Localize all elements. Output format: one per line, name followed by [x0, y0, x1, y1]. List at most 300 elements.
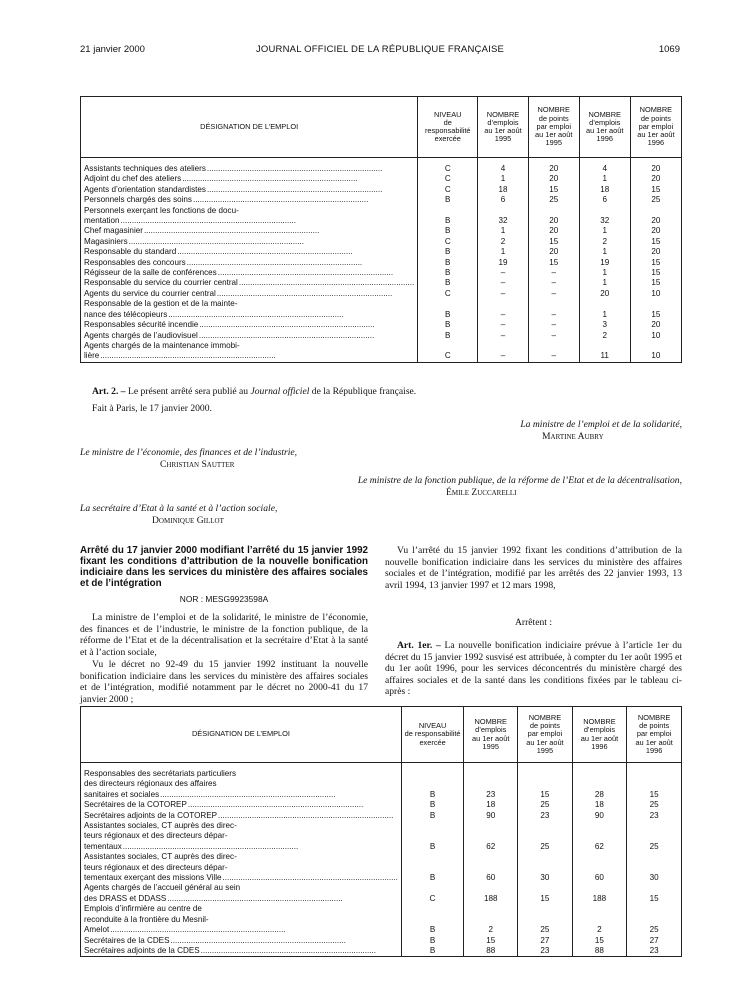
points-1995-cell: 25	[528, 195, 579, 205]
designation-cell	[81, 206, 418, 227]
points-1996-cell: 25	[627, 821, 682, 852]
header-emplois-1996	[572, 707, 627, 763]
header-points-1995-line: par emploi	[536, 121, 571, 131]
emplois-1996-cell: 90	[572, 811, 627, 821]
designation-text: Agents chargés de la maintenance immobi-	[84, 340, 240, 350]
header-niveau-line: NIVEAU	[418, 721, 447, 731]
header-points-1996-line: par emploi	[636, 729, 672, 739]
designation-cell	[81, 258, 418, 268]
designation-text: Chef magasinier..............................................................................	[84, 226, 320, 236]
designation-text: Magasiniers..............................................................................	[84, 236, 305, 246]
nbi-table-2	[80, 706, 682, 957]
designation-text: des DRASS et DDASS..............................................................................	[84, 893, 343, 903]
arrete-para-vu-decret: Vu le décret no 92-49 du 15 janvier 1992 instituant la nouvelle bonification indiciaire dans les services du ministère des affaires sociales et de l’intégration, modifié notamment par le décret no 2000-41 du 17 janvier 2000 ;	[80, 659, 368, 705]
designation-label: Responsable du standard	[84, 247, 177, 257]
designation-text: Emplois d’infirmière au centre de	[84, 904, 202, 914]
points-1996-cell: 23	[627, 811, 682, 821]
points-1996-cell: 20	[630, 247, 681, 257]
header-points-1996-line: au 1er août 1996	[637, 130, 675, 148]
designation-cell	[81, 341, 418, 362]
points-1995-cell: 25	[518, 904, 572, 935]
points-1995-cell: 20	[528, 164, 579, 174]
table-row	[81, 195, 682, 205]
points-1996-cell: 25	[627, 904, 682, 935]
points-1996-cell: 20	[630, 226, 681, 236]
header-date: 21 janvier 2000	[80, 44, 145, 55]
niveau-cell: B	[418, 268, 478, 278]
designation-text: Responsable du service du courrier central..............................................................................	[84, 278, 415, 288]
emplois-1995-cell: 18	[478, 185, 529, 195]
table-row	[81, 278, 682, 288]
signature-fonction-title: Le ministre de la fonction publique, de la réforme de l’Etat et de la décentralisation,	[357, 475, 682, 486]
emplois-1996-cell: 1	[579, 268, 630, 278]
signature-fonction-name: Émile Zuccarelli	[446, 487, 517, 498]
article-2-text-before: Le présent arrêté sera publié au	[125, 386, 251, 397]
designation-label: Secrétaires adjoints de la CDES	[84, 945, 200, 955]
emplois-1995-cell: 23	[464, 769, 518, 800]
emplois-1995-cell: –	[478, 278, 529, 288]
header-points-1996-line: NOMBRE	[637, 712, 671, 722]
designation-text: reconduite à la frontière du Mesnil-	[84, 914, 209, 924]
points-1995-cell: 20	[528, 226, 579, 236]
niveau-cell: B	[418, 278, 478, 288]
points-1996-cell: 15	[630, 237, 681, 247]
emplois-1995-cell: –	[478, 331, 529, 341]
table-row	[81, 174, 682, 184]
header-points-1995	[528, 97, 579, 158]
table-row	[81, 247, 682, 257]
emplois-1995-cell: 60	[464, 852, 518, 883]
points-1995-cell: 30	[518, 852, 572, 883]
emplois-1995-cell: –	[478, 268, 529, 278]
points-1996-cell: 20	[630, 320, 681, 330]
table-row	[81, 811, 682, 821]
header-emplois-1996-line: NOMBRE	[588, 109, 621, 119]
points-1995-cell: –	[528, 299, 579, 320]
designation-cell	[81, 174, 418, 184]
designation-label: Magasiniers	[84, 236, 128, 246]
table-row	[81, 936, 682, 946]
designation-text: des directeurs régionaux des affaires	[84, 779, 217, 789]
header-points-1996-line: de points	[640, 113, 671, 123]
designation-label: Régisseur de la salle de conférences	[84, 268, 217, 278]
points-1996-cell: 30	[627, 852, 682, 883]
points-1995-cell: –	[528, 268, 579, 278]
designation-text: Agents chargés de l’accueil général au sein	[84, 883, 241, 893]
header-points-1995-line: de points	[529, 721, 560, 731]
header-emplois-1996	[579, 97, 630, 158]
designation-text: teurs régionaux et des directeurs dépar-	[84, 831, 228, 841]
article-1	[385, 640, 682, 698]
header-emplois-1995-line: NOMBRE	[474, 717, 507, 727]
emplois-1996-cell: 188	[572, 883, 627, 904]
nbi-table-1	[80, 96, 682, 363]
designation-label: Agents chargés de l’audiovisuel	[84, 330, 198, 340]
points-1996-cell: 15	[630, 268, 681, 278]
table-row	[81, 164, 682, 174]
points-1996-cell: 10	[630, 341, 681, 362]
emplois-1995-cell: 19	[478, 258, 529, 268]
header-points-1995-line: NOMBRE	[537, 105, 570, 115]
niveau-cell: B	[418, 195, 478, 205]
emplois-1996-cell: 2	[579, 237, 630, 247]
emplois-1995-cell: 32	[478, 206, 529, 227]
designation-cell	[81, 936, 402, 946]
emplois-1996-cell: 62	[572, 821, 627, 852]
designation-cell	[81, 164, 418, 174]
niveau-cell: C	[418, 237, 478, 247]
header-niveau-line: de responsabilité	[424, 117, 471, 135]
table-row	[81, 185, 682, 195]
designation-cell	[81, 195, 418, 205]
arrete-para-preamble: La ministre de l’emploi et de la solidarité, le ministre de l’économie, des finances et de l’industrie, le ministre de la fonction publique, de la réforme de l’Etat et de la décentralisation et la secrétaire d’Etat à la santé et à l’action sociale,	[80, 612, 368, 658]
designation-cell	[81, 185, 418, 195]
niveau-cell: C	[418, 341, 478, 362]
header-niveau-line: NIVEAU	[433, 109, 462, 119]
designation-text: Responsable de la gestion et de la mainte-	[84, 299, 238, 309]
designation-cell	[81, 904, 402, 935]
designation-cell	[81, 821, 402, 852]
article-2	[92, 386, 416, 398]
header-niveau-line: exercée	[434, 134, 461, 144]
emplois-1996-cell: 6	[579, 195, 630, 205]
table-row	[81, 341, 682, 362]
points-1996-cell: 10	[630, 289, 681, 299]
designation-text: Personnels exerçant les fonctions de docu-	[84, 205, 239, 215]
points-1996-cell: 23	[627, 946, 682, 957]
niveau-cell: C	[418, 289, 478, 299]
emplois-1995-cell: –	[478, 320, 529, 330]
niveau-cell: B	[401, 811, 463, 821]
designation-text: tementaux exerçant des missions Ville..............................................................................	[84, 873, 398, 883]
designation-label: Secrétaires de la COTOREP	[84, 800, 187, 810]
emplois-1996-cell: 18	[572, 800, 627, 810]
emplois-1996-cell: 19	[579, 258, 630, 268]
emplois-1996-cell: 60	[572, 852, 627, 883]
niveau-cell: B	[418, 226, 478, 236]
emplois-1995-cell: –	[478, 299, 529, 320]
emplois-1995-cell: 1	[478, 174, 529, 184]
designation-label: Responsables sécurité incendie	[84, 320, 199, 330]
designation-label: lière	[84, 351, 100, 361]
emplois-1996-cell: 32	[579, 206, 630, 227]
header-points-1996	[630, 97, 681, 158]
designation-text: Assistantes sociales, CT auprès des direc-	[84, 852, 237, 862]
table-row	[81, 904, 682, 935]
table-row	[81, 289, 682, 299]
header-emplois-1995	[478, 97, 529, 158]
emplois-1995-cell: –	[478, 289, 529, 299]
designation-text: Assistantes sociales, CT auprès des direc-	[84, 821, 237, 831]
header-points-1996-line: de points	[639, 721, 670, 731]
niveau-cell: B	[418, 247, 478, 257]
table-row	[81, 237, 682, 247]
niveau-cell: C	[401, 883, 463, 904]
points-1995-cell: –	[528, 320, 579, 330]
points-1996-cell: 20	[630, 164, 681, 174]
emplois-1995-cell: 4	[478, 164, 529, 174]
designation-label: Chef magasinier	[84, 226, 143, 236]
designation-label: sanitaires et sociales	[84, 789, 160, 799]
emplois-1995-cell: 62	[464, 821, 518, 852]
signature-emploi-title: La ministre de l’emploi et de la solidarité,	[520, 419, 682, 430]
table-row	[81, 258, 682, 268]
emplois-1996-cell: 2	[572, 904, 627, 935]
designation-text: lière..............................................................................	[84, 351, 276, 361]
niveau-cell: B	[401, 821, 463, 852]
designation-label: tementaux exerçant des missions Ville	[84, 873, 222, 883]
article-1-label: Art. 1er. –	[397, 640, 441, 651]
header-points-1996-line: NOMBRE	[639, 105, 673, 115]
designation-text: Secrétaires adjoints de la COTOREP..............................................................................	[84, 810, 394, 820]
emplois-1995-cell: 2	[478, 237, 529, 247]
designation-text: Régisseur de la salle de conférences..............................................................................	[84, 268, 394, 278]
fait-a-paris: Fait à Paris, le 17 janvier 2000.	[92, 403, 212, 414]
points-1996-cell: 20	[630, 174, 681, 184]
designation-label: tementaux	[84, 841, 122, 851]
designation-text: Secrétaires de la CDES..............................................................................	[84, 935, 346, 945]
points-1995-cell: 20	[528, 206, 579, 227]
designation-text: Secrétaires de la COTOREP..............................................................................	[84, 800, 364, 810]
points-1995-cell: 23	[518, 946, 572, 957]
header-emplois-1995	[464, 707, 518, 763]
designation-text: Responsables des secrétariats particuliers	[84, 769, 237, 778]
emplois-1995-cell: 6	[478, 195, 529, 205]
arrete-para-vu-arrete: Vu l’arrêté du 15 janvier 1992 fixant les conditions d’attribution de la nouvelle bonification indiciaire dans les services du ministère des affaires sociales et de l’intégration, modifié par les arrêtés des 22 janvier 1993, 13 avril 1994, 13 janvier 1997 et 12 mars 1998,	[385, 545, 682, 591]
header-niveau	[418, 97, 478, 158]
article-1-text: La nouvelle bonification indiciaire prévue à l’article 1er du décret du 15 janvier 1992 susvisé est attribuée, à compter du 1er août 1995 et du 1er août 1996, pour les services déconcentrés du ministère chargé des affaires sociales et de la santé dans les conditions fixées par le tableau ci-après :	[385, 640, 682, 698]
designation-cell	[81, 800, 402, 810]
emplois-1996-cell: 1	[579, 278, 630, 288]
header-points-1995-line: NOMBRE	[528, 712, 562, 722]
emplois-1995-cell: 15	[464, 936, 518, 946]
points-1996-cell: 20	[630, 206, 681, 227]
niveau-cell: C	[418, 174, 478, 184]
designation-text: teurs régionaux et des directeurs dépar-	[84, 862, 228, 872]
arretent-label: Arrêtent :	[514, 617, 553, 628]
header-niveau	[401, 707, 463, 763]
header-points-1995-line: au 1er août 1995	[526, 737, 564, 755]
points-1996-cell: 15	[630, 258, 681, 268]
niveau-cell: B	[418, 320, 478, 330]
designation-cell	[81, 289, 418, 299]
designation-cell	[81, 320, 418, 330]
points-1996-cell: 15	[627, 883, 682, 904]
emplois-1996-cell: 15	[572, 936, 627, 946]
designation-text: Personnels chargés des soins..............................................................................	[84, 195, 369, 205]
table-row	[81, 852, 682, 883]
niveau-cell: C	[418, 185, 478, 195]
emplois-1996-cell: 28	[572, 769, 627, 800]
points-1995-cell: –	[528, 331, 579, 341]
designation-label: Personnels chargés des soins	[84, 195, 192, 205]
table-row	[81, 299, 682, 320]
designation-text: Amelot..............................................................................	[84, 925, 286, 935]
table-row	[81, 800, 682, 810]
table-row	[81, 206, 682, 227]
journal-officiel-link-text: Journal officiel	[250, 386, 310, 397]
designation-text: Agents chargés de l’audiovisuel..............................................................................	[84, 330, 375, 340]
table-row	[81, 320, 682, 330]
designation-text: sanitaires et sociales..............................................................................	[84, 789, 336, 799]
niveau-cell: B	[401, 946, 463, 957]
emplois-1996-cell: 1	[579, 247, 630, 257]
designation-text: tementaux..............................................................................	[84, 841, 299, 851]
emplois-1996-cell: 2	[579, 331, 630, 341]
header-emplois-1995-line: au 1er août 1995	[484, 126, 522, 144]
header-emplois-1995-line: d’emplois	[475, 725, 507, 735]
table-row	[81, 331, 682, 341]
niveau-cell: B	[418, 299, 478, 320]
header-emplois-1996-line: au 1er août 1996	[580, 733, 619, 751]
designation-cell	[81, 278, 418, 288]
table-row	[81, 226, 682, 236]
header-designation: DÉSIGNATION DE L’EMPLOI	[81, 707, 402, 763]
designation-cell	[81, 237, 418, 247]
table-row	[81, 769, 682, 800]
points-1995-cell: 15	[528, 258, 579, 268]
emplois-1996-cell: 11	[579, 341, 630, 362]
points-1996-cell: 25	[630, 195, 681, 205]
designation-cell	[81, 811, 402, 821]
points-1995-cell: –	[528, 341, 579, 362]
emplois-1995-cell: 90	[464, 811, 518, 821]
designation-label: Adjoint du chef des ateliers	[84, 174, 182, 184]
emplois-1995-cell: 18	[464, 800, 518, 810]
points-1995-cell: 25	[518, 800, 572, 810]
designation-text: Secrétaires adjoints de la CDES..............................................................................	[84, 945, 377, 955]
header-emplois-1995-line: NOMBRE	[486, 109, 520, 119]
header-emplois-1996-line: d’emplois	[583, 725, 616, 735]
points-1995-cell: 20	[528, 174, 579, 184]
emplois-1996-cell: 20	[579, 289, 630, 299]
designation-label: Secrétaires de la CDES	[84, 935, 170, 945]
niveau-cell: B	[401, 852, 463, 883]
points-1996-cell: 15	[630, 299, 681, 320]
emplois-1996-cell: 18	[579, 185, 630, 195]
header-designation: DÉSIGNATION DE L’EMPLOI	[81, 97, 418, 158]
emplois-1996-cell: 3	[579, 320, 630, 330]
table-row	[81, 268, 682, 278]
header-points-1995-line: au 1er août 1995	[535, 130, 573, 148]
header-emplois-1995-line: au 1er août 1995	[472, 733, 510, 751]
designation-cell	[81, 883, 402, 904]
designation-label: Responsables des concours	[84, 257, 186, 267]
designation-text: Agents d’orientation standardistes..............................................................................	[84, 184, 383, 194]
header-page-number: 1069	[658, 44, 680, 55]
niveau-cell: B	[401, 904, 463, 935]
table-row	[81, 821, 682, 852]
points-1995-cell: –	[528, 289, 579, 299]
header-emplois-1995-line: d’emplois	[487, 117, 519, 127]
niveau-cell: C	[418, 164, 478, 174]
emplois-1996-cell: 88	[572, 946, 627, 957]
niveau-cell: B	[418, 331, 478, 341]
designation-label: Assistants techniques des ateliers	[84, 164, 206, 173]
designation-text: nance des télécopieurs..............................................................................	[84, 309, 344, 319]
designation-cell	[81, 769, 402, 800]
designation-text: Responsables sécurité incendie..............................................................................	[84, 320, 375, 330]
header-emplois-1996-line: NOMBRE	[583, 717, 616, 727]
designation-cell	[81, 299, 418, 320]
points-1996-cell: 15	[630, 278, 681, 288]
points-1996-cell: 15	[627, 769, 682, 800]
designation-cell	[81, 852, 402, 883]
table-row	[81, 883, 682, 904]
points-1995-cell: 15	[528, 237, 579, 247]
emplois-1996-cell: 1	[579, 226, 630, 236]
header-points-1995	[518, 707, 572, 763]
designation-text: Assistants techniques des ateliers..............................................................................	[84, 164, 383, 173]
designation-cell	[81, 946, 402, 957]
designation-text: Agents du service du courrier central..............................................................................	[84, 288, 393, 298]
designation-cell	[81, 268, 418, 278]
arrete-title: Arrêté du 17 janvier 2000 modifiant l’arrêté du 15 janvier 1992 fixant les conditions d’attribution de la nouvelle bonification indiciaire dans les services du ministère des affaires sociales et de l’intégration	[80, 545, 368, 589]
designation-cell	[81, 247, 418, 257]
page-header	[80, 44, 680, 58]
designation-label: Amelot	[84, 925, 110, 935]
emplois-1995-cell: 1	[478, 226, 529, 236]
arrete-nor: NOR : MESG9923598A	[179, 594, 269, 604]
designation-text: mentation..............................................................................	[84, 216, 296, 226]
designation-cell	[81, 226, 418, 236]
emplois-1995-cell: 1	[478, 247, 529, 257]
emplois-1995-cell: 188	[464, 883, 518, 904]
points-1995-cell: 15	[528, 185, 579, 195]
designation-label: mentation	[84, 216, 120, 226]
emplois-1996-cell: 1	[579, 174, 630, 184]
emplois-1995-cell: 2	[464, 904, 518, 935]
points-1995-cell: 25	[518, 821, 572, 852]
niveau-cell: B	[401, 936, 463, 946]
points-1996-cell: 25	[627, 800, 682, 810]
designation-text: Responsables des concours..............................................................................	[84, 257, 363, 267]
niveau-cell: B	[401, 800, 463, 810]
points-1995-cell: 15	[518, 883, 572, 904]
header-points-1996	[627, 707, 682, 763]
signature-economie-name: Christian Sautter	[160, 459, 235, 470]
header-niveau-line: de responsabilité	[404, 729, 461, 739]
points-1996-cell: 15	[630, 185, 681, 195]
header-emplois-1996-line: au 1er août 1996	[586, 126, 624, 144]
emplois-1996-cell: 4	[579, 164, 630, 174]
header-niveau-line: exercée	[419, 737, 446, 747]
header-points-1996-line: par emploi	[638, 121, 674, 131]
designation-label: Responsable du service du courrier central	[84, 278, 238, 288]
points-1995-cell: –	[528, 278, 579, 288]
niveau-cell: B	[418, 206, 478, 227]
signature-sante-name: Dominique Gillot	[152, 515, 224, 526]
points-1995-cell: 23	[518, 811, 572, 821]
points-1995-cell: 15	[518, 769, 572, 800]
signature-sante-title: La secrétaire d’Etat à la santé et à l’action sociale,	[80, 503, 278, 514]
header-emplois-1996-line: d’emplois	[589, 117, 621, 127]
emplois-1995-cell: –	[478, 341, 529, 362]
article-2-label: Art. 2. –	[92, 386, 126, 397]
signature-emploi-name: Martine Aubry	[542, 431, 604, 442]
article-2-text-after: de la République française.	[309, 386, 417, 397]
designation-label: Agents d’orientation standardistes	[84, 184, 206, 194]
designation-text: Adjoint du chef des ateliers..............................................................................	[84, 174, 358, 184]
signature-economie-title: Le ministre de l’économie, des finances et de l’industrie,	[80, 447, 298, 458]
emplois-1996-cell: 1	[579, 299, 630, 320]
header-points-1995-line: de points	[538, 113, 569, 123]
emplois-1995-cell: 88	[464, 946, 518, 957]
designation-label: des DRASS et DDASS	[84, 893, 167, 903]
niveau-cell: B	[418, 258, 478, 268]
header-points-1995-line: par emploi	[527, 729, 563, 739]
table-row	[81, 946, 682, 957]
